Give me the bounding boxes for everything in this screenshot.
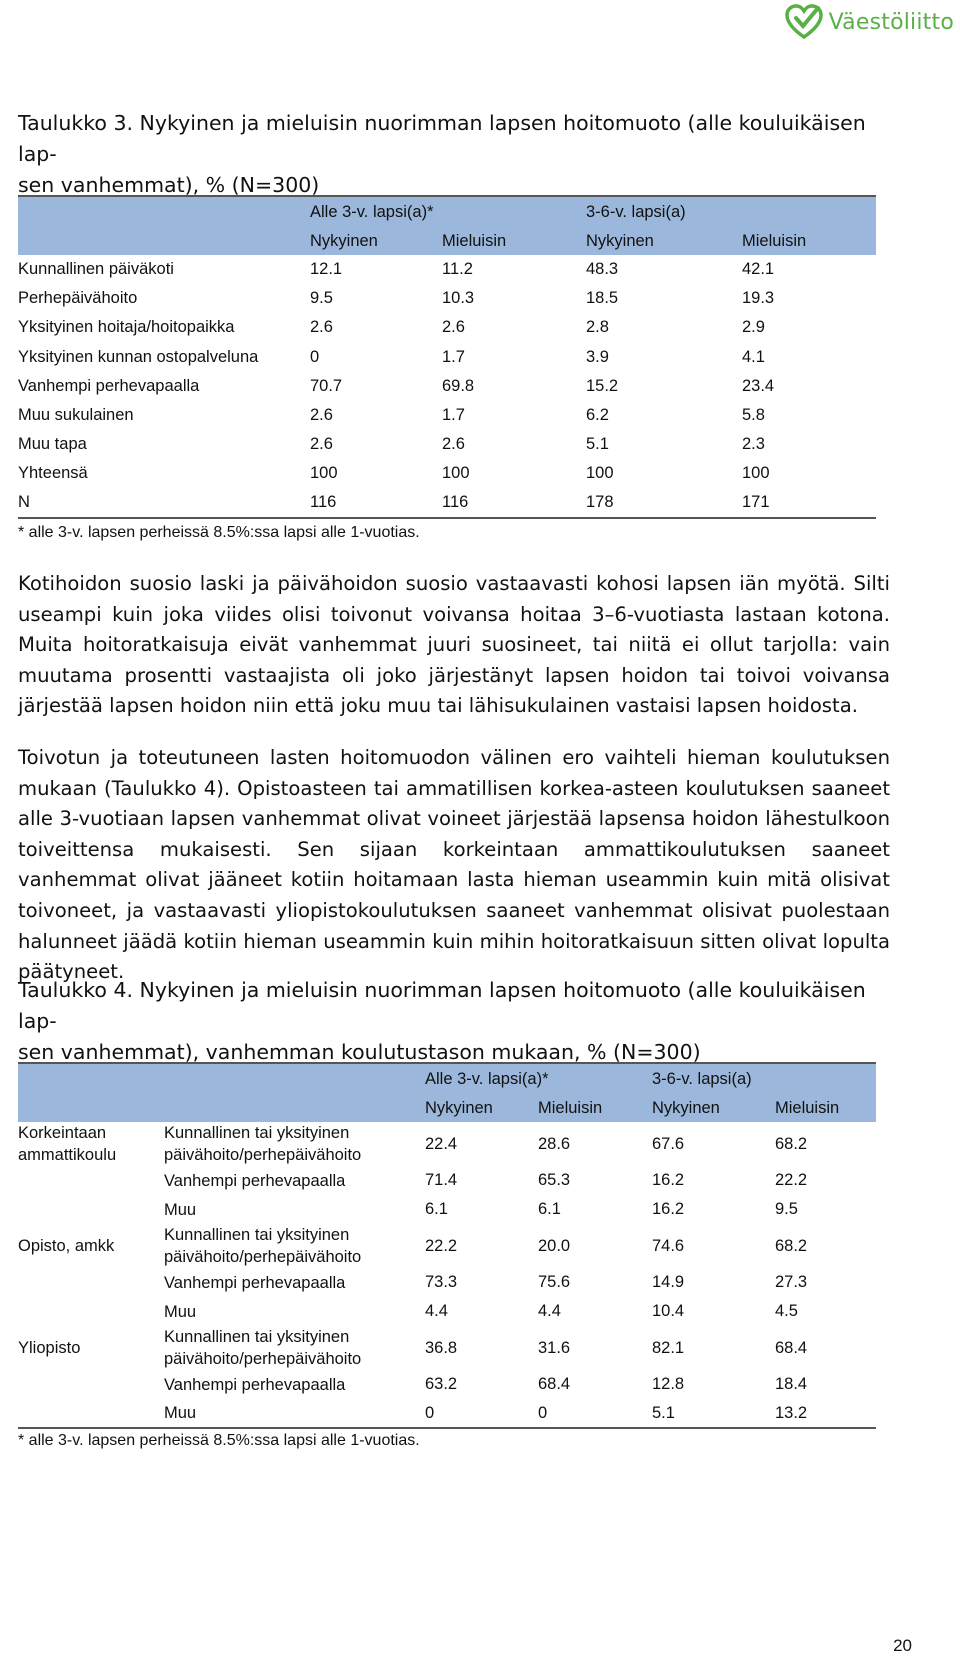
paragraph-1: Kotihoidon suosio laski ja päivähoidon suosio vastaavasti kohosi lapsen iän myötä. Silti useampi kuin joka viides olisi toivonut voivansa hoitaa 3–6-vuotiasta lastaan kotona. Muita hoitoratkaisuja eivät vanhemmat juuri suosineet, tai niitä ei ollut tarjolla: vain muutama prosentti vastaajista oli joko järjestänyt lapsen hoidon tai toivoi voivansa järjestää lapsen hoidon niin että joku muu tai lähisukulainen vastaisi lapsen hoidosta. bbox=[18, 572, 890, 718]
row-label bbox=[164, 1326, 425, 1370]
table-cell: 68.4 bbox=[538, 1375, 571, 1393]
table-row bbox=[18, 255, 876, 284]
table-cell: 67.6 bbox=[652, 1134, 685, 1153]
table4 bbox=[18, 1062, 876, 1429]
table-cell: 2.6 bbox=[442, 435, 465, 454]
row-label bbox=[164, 1399, 425, 1428]
table4-group-header-row bbox=[18, 1063, 876, 1094]
table-row bbox=[18, 1166, 876, 1195]
table-cell: 18.5 bbox=[586, 289, 619, 308]
table-cell: 5.1 bbox=[652, 1403, 675, 1422]
table-row bbox=[18, 1122, 876, 1166]
table3-group2: 3-6-v. lapsi(a) bbox=[586, 202, 686, 221]
table-row bbox=[18, 459, 876, 488]
table-cell: 2.6 bbox=[310, 435, 333, 454]
table-cell: 9.5 bbox=[775, 1200, 798, 1218]
table-cell: 100 bbox=[586, 464, 614, 483]
row-label-line: Kunnallinen tai yksityinen bbox=[164, 1124, 350, 1142]
empty-cell bbox=[18, 1195, 164, 1224]
group-label-line: Yliopisto bbox=[18, 1339, 81, 1357]
table-cell: 42.1 bbox=[742, 260, 775, 279]
row-label: Yksityinen kunnan ostopalveluna bbox=[18, 347, 259, 366]
table-row bbox=[18, 1326, 876, 1370]
table4-footnote: * alle 3-v. lapsen perheissä 8.5%:ssa lapsi alle 1-vuotias. bbox=[18, 1432, 420, 1449]
table-cell: 16.2 bbox=[652, 1171, 685, 1189]
table-cell: 15.2 bbox=[586, 376, 619, 395]
table-cell: 68.2 bbox=[775, 1236, 808, 1255]
table-cell: 2.6 bbox=[310, 318, 333, 337]
table-cell: 4.1 bbox=[742, 347, 765, 366]
row-label bbox=[164, 1370, 425, 1399]
table-cell: 0 bbox=[538, 1403, 548, 1422]
table-cell: 5.1 bbox=[586, 435, 609, 454]
row-label: Muu tapa bbox=[18, 435, 87, 454]
row-label-line: Muu bbox=[164, 1302, 197, 1321]
table-cell: 2.6 bbox=[442, 318, 465, 337]
table-row bbox=[18, 489, 876, 518]
table-cell: 73.3 bbox=[425, 1273, 458, 1291]
table3-column-header-row bbox=[18, 227, 876, 255]
table-cell: 3.9 bbox=[586, 347, 609, 366]
table-cell: 22.2 bbox=[425, 1236, 458, 1255]
row-label bbox=[164, 1166, 425, 1195]
row-label bbox=[164, 1195, 425, 1224]
table-cell: 22.2 bbox=[775, 1171, 808, 1189]
table-cell: 2.8 bbox=[586, 318, 609, 337]
table-cell: 68.4 bbox=[775, 1338, 808, 1357]
group-label bbox=[18, 1224, 164, 1268]
table-cell: 11.2 bbox=[442, 260, 473, 279]
page-number: 20 bbox=[893, 1636, 912, 1655]
row-label: N bbox=[18, 493, 30, 512]
group-label bbox=[18, 1122, 164, 1166]
table3-caption bbox=[18, 108, 888, 201]
table4-group1: Alle 3-v. lapsi(a)* bbox=[425, 1069, 549, 1088]
table-cell: 2.6 bbox=[310, 406, 333, 425]
table-cell: 0 bbox=[310, 347, 320, 366]
paragraph-2: Toivotun ja toteutuneen lasten hoitomuodon välinen ero vaihteli hieman koulutuksen mukaan (Taulukko 4). Opistoasteen tai ammatillisen korkea-asteen koulutuksen saaneet alle 3-vuotiaan lapsen vanhemmat olivat voineet järjestää lapsensa hoidon lähestulkoon toiveittensa mukaisesti. Sen sijaan korkeintaan ammattikoulutuksen saaneet vanhemmat olivat jääneet kotiin hoitamaan lasta hieman useammin kuin mitä olisivat toivoneet, ja vastaavasti yliopistokoulutuksen saaneet vanhemmat olisivat puolestaan halunneet jäädä kotiin hieman useammin kuin mihin hoitoratkaisuun sitten olivat lopulta päätyneet. bbox=[18, 746, 890, 984]
table-row bbox=[18, 430, 876, 459]
table-cell: 116 bbox=[310, 493, 337, 512]
table-cell: 100 bbox=[742, 464, 770, 483]
table4-caption-line2: sen vanhemmat), vanhemman koulutustason mukaan, % (N=300) bbox=[18, 1040, 701, 1064]
table-cell: 1.7 bbox=[442, 347, 465, 366]
table-cell: 4.4 bbox=[425, 1302, 448, 1320]
table3-footnote: * alle 3-v. lapsen perheissä 8.5%:ssa lapsi alle 1-vuotias. bbox=[18, 524, 420, 541]
table-cell: 14.9 bbox=[652, 1273, 685, 1291]
table3-caption-line2: sen vanhemmat), % (N=300) bbox=[18, 173, 320, 197]
table4-column-header-row bbox=[18, 1094, 876, 1122]
table-cell: 28.6 bbox=[538, 1134, 571, 1153]
table-row bbox=[18, 1370, 876, 1399]
table-cell: 4.4 bbox=[538, 1302, 561, 1320]
table-cell: 63.2 bbox=[425, 1375, 458, 1393]
table3-group1: Alle 3-v. lapsi(a)* bbox=[310, 202, 434, 221]
table-cell: 12.8 bbox=[652, 1375, 685, 1393]
row-label: Vanhempi perhevapaalla bbox=[18, 376, 200, 395]
table-cell: 19.3 bbox=[742, 289, 775, 308]
table-row bbox=[18, 284, 876, 313]
row-label bbox=[164, 1297, 425, 1326]
table-cell: 6.2 bbox=[586, 406, 609, 425]
table-cell: 31.6 bbox=[538, 1338, 571, 1357]
table-cell: 70.7 bbox=[310, 376, 343, 395]
row-label: Kunnallinen päiväkoti bbox=[18, 260, 174, 279]
table-cell: 100 bbox=[442, 464, 470, 483]
table-cell: 6.1 bbox=[425, 1200, 448, 1218]
table-row bbox=[18, 1268, 876, 1297]
table-cell: 48.3 bbox=[586, 260, 619, 279]
row-label: Yksityinen hoitaja/hoitopaikka bbox=[18, 318, 235, 337]
table-cell: 116 bbox=[442, 493, 469, 512]
table-cell: 0 bbox=[425, 1403, 435, 1422]
table3-group-header-row bbox=[18, 196, 876, 227]
table-cell: 68.2 bbox=[775, 1134, 808, 1153]
table-cell: 82.1 bbox=[652, 1338, 685, 1357]
table-cell: 23.4 bbox=[742, 376, 775, 395]
table-cell: 27.3 bbox=[775, 1273, 808, 1291]
table-cell: 71.4 bbox=[425, 1171, 458, 1189]
brand-name: Väestöliitto bbox=[828, 9, 954, 35]
table-cell: 65.3 bbox=[538, 1171, 571, 1189]
empty-cell bbox=[18, 1297, 164, 1326]
group-label-line: Opisto, amkk bbox=[18, 1237, 115, 1255]
table-cell: 20.0 bbox=[538, 1236, 571, 1255]
group-label-line: Korkeintaan bbox=[18, 1124, 107, 1142]
row-label-line: Vanhempi perhevapaalla bbox=[164, 1171, 346, 1190]
table-cell: 36.8 bbox=[425, 1338, 458, 1357]
table-row bbox=[18, 1399, 876, 1428]
empty-cell bbox=[18, 1370, 164, 1399]
row-label: Muu sukulainen bbox=[18, 406, 134, 425]
row-label-line: päivähoito/perhepäivähoito bbox=[164, 1350, 362, 1368]
table-row bbox=[18, 313, 876, 342]
empty-cell bbox=[18, 1166, 164, 1195]
empty-cell bbox=[18, 1399, 164, 1428]
table-cell: 5.8 bbox=[742, 406, 765, 425]
row-label: Yhteensä bbox=[18, 464, 88, 483]
table-cell: 6.1 bbox=[538, 1200, 561, 1218]
table-cell: 171 bbox=[742, 493, 770, 512]
row-label bbox=[164, 1224, 425, 1268]
table-row bbox=[18, 401, 876, 430]
row-label bbox=[164, 1122, 425, 1166]
group-label bbox=[18, 1326, 164, 1370]
table-row bbox=[18, 1297, 876, 1326]
heart-check-icon bbox=[785, 4, 823, 40]
table-row bbox=[18, 1224, 876, 1268]
table-cell: 2.9 bbox=[742, 318, 765, 337]
column-header: Mieluisin bbox=[538, 1098, 603, 1117]
table-cell: 178 bbox=[586, 493, 614, 512]
table-cell: 69.8 bbox=[442, 376, 475, 395]
column-header: Nykyinen bbox=[425, 1098, 493, 1117]
table-cell: 12.1 bbox=[310, 260, 343, 279]
row-label-line: Kunnallinen tai yksityinen bbox=[164, 1328, 350, 1346]
table4-caption bbox=[18, 975, 888, 1068]
table-cell: 16.2 bbox=[652, 1200, 685, 1218]
column-header: Nykyinen bbox=[652, 1098, 720, 1117]
table-cell: 13.2 bbox=[775, 1403, 808, 1422]
row-label-line: Muu bbox=[164, 1404, 197, 1422]
column-header: Mieluisin bbox=[775, 1098, 840, 1117]
table-cell: 22.4 bbox=[425, 1134, 458, 1153]
table-row bbox=[18, 1195, 876, 1224]
vaestoliitto-logo bbox=[785, 4, 954, 40]
row-label-line: Kunnallinen tai yksityinen bbox=[164, 1226, 350, 1244]
table4-group2: 3-6-v. lapsi(a) bbox=[652, 1069, 752, 1088]
table-cell: 100 bbox=[310, 464, 338, 483]
row-label-line: Vanhempi perhevapaalla bbox=[164, 1375, 346, 1394]
table-cell: 1.7 bbox=[442, 406, 465, 425]
row-label-line: Vanhempi perhevapaalla bbox=[164, 1273, 346, 1292]
empty-cell bbox=[18, 1268, 164, 1297]
table3 bbox=[18, 195, 876, 519]
column-header: Mieluisin bbox=[742, 231, 807, 250]
column-header: Nykyinen bbox=[310, 231, 378, 250]
row-label-line: Muu bbox=[164, 1200, 197, 1219]
table-cell: 10.4 bbox=[652, 1302, 685, 1320]
table-cell: 2.3 bbox=[742, 435, 765, 454]
table-row bbox=[18, 372, 876, 401]
row-label: Perhepäivähoito bbox=[18, 289, 138, 308]
table-cell: 75.6 bbox=[538, 1273, 571, 1291]
table-cell: 9.5 bbox=[310, 289, 333, 308]
table-cell: 10.3 bbox=[442, 289, 475, 308]
column-header: Mieluisin bbox=[442, 231, 507, 250]
column-header: Nykyinen bbox=[586, 231, 654, 250]
table3-caption-line1: Taulukko 3. Nykyinen ja mieluisin nuorimman lapsen hoitomuoto (alle kouluikäisen lap- bbox=[18, 111, 866, 166]
row-label-line: päivähoito/perhepäivähoito bbox=[164, 1146, 362, 1164]
table-cell: 4.5 bbox=[775, 1302, 798, 1320]
table-row bbox=[18, 343, 876, 372]
table-cell: 18.4 bbox=[775, 1375, 808, 1393]
row-label-line: päivähoito/perhepäivähoito bbox=[164, 1248, 362, 1266]
row-label bbox=[164, 1268, 425, 1297]
table-cell: 74.6 bbox=[652, 1236, 685, 1255]
table4-caption-line1: Taulukko 4. Nykyinen ja mieluisin nuorimman lapsen hoitomuoto (alle kouluikäisen lap- bbox=[18, 978, 866, 1033]
group-label-line: ammattikoulu bbox=[18, 1146, 117, 1164]
